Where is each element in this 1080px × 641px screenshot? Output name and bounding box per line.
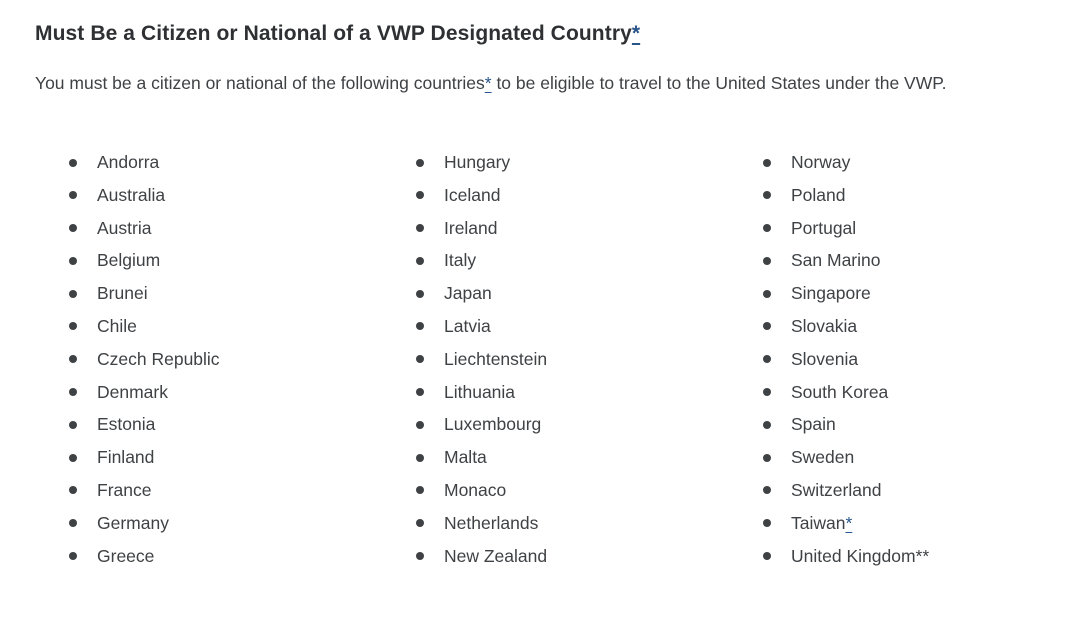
country-name: Norway: [791, 152, 851, 172]
country-name: Malta: [444, 447, 487, 468]
country-name: Andorra: [97, 152, 160, 172]
country-name: Portugal: [791, 217, 857, 238]
intro-paragraph: [35, 67, 1052, 100]
country-name: Brunei: [97, 283, 148, 304]
country-name: Germany: [97, 512, 169, 533]
country-list-item: [444, 277, 729, 310]
country-list-item: [444, 179, 729, 212]
country-list-item: [97, 310, 382, 343]
country-name: Finland: [97, 447, 155, 468]
country-list-item: [97, 474, 382, 507]
country-name: Austria: [97, 217, 152, 238]
country-column-3: [729, 146, 1076, 572]
country-name: Denmark: [97, 381, 168, 402]
country-name: Netherlands: [444, 512, 539, 533]
country-list-item: [791, 310, 1076, 343]
country-list-1: [35, 146, 382, 572]
country-list-item: [97, 179, 382, 212]
country-name: Australia: [97, 184, 166, 205]
country-list-item: [444, 244, 729, 277]
country-list-item: [791, 277, 1076, 310]
country-name: South Korea: [791, 381, 889, 402]
country-name: Slovenia: [791, 348, 859, 369]
intro-text-before: You must be a citizen or national of the following countries: [35, 73, 485, 93]
country-list-item: [97, 408, 382, 441]
country-note-link[interactable]: *: [845, 512, 853, 533]
heading-asterisk-link[interactable]: *: [631, 22, 641, 45]
country-list-item: [444, 212, 729, 245]
country-list-item: [791, 540, 1076, 573]
country-list-3: [729, 146, 1076, 572]
country-name: Japan: [444, 283, 492, 304]
country-name: France: [97, 479, 152, 500]
country-name: Poland: [791, 184, 846, 205]
country-name: San Marino: [791, 250, 881, 271]
country-list-item: [791, 441, 1076, 474]
country-name: Belgium: [97, 250, 161, 271]
country-name: New Zealand: [444, 545, 548, 566]
country-list-item: [97, 244, 382, 277]
country-list-item: [444, 376, 729, 409]
country-list-item: [97, 540, 382, 573]
country-list-item: [97, 146, 382, 179]
country-column-1: [35, 146, 382, 572]
country-name: Chile: [97, 315, 137, 336]
country-name: Ireland: [444, 217, 498, 238]
country-list-item: [444, 343, 729, 376]
country-list-item: [97, 343, 382, 376]
country-list-item: [97, 376, 382, 409]
country-list-item: [444, 474, 729, 507]
country-name: Italy: [444, 250, 477, 271]
country-list-item: [791, 244, 1076, 277]
country-list-2: [382, 146, 729, 572]
country-list-item: [791, 146, 1076, 179]
intro-text-after: to be eligible to travel to the United States under the VWP.: [491, 73, 947, 93]
country-list-item: [791, 212, 1076, 245]
country-name: Sweden: [791, 447, 855, 468]
country-name: Hungary: [444, 152, 511, 172]
country-list-item: [444, 507, 729, 540]
country-list-item: [791, 474, 1076, 507]
country-list-item: [444, 441, 729, 474]
country-name: Liechtenstein: [444, 348, 548, 369]
country-name: Taiwan: [791, 512, 846, 533]
country-list-item: [791, 408, 1076, 441]
countries-asterisk-link[interactable]: *: [484, 73, 492, 93]
country-list-item: [97, 277, 382, 310]
country-columns: [35, 146, 1052, 572]
country-list-item: [791, 179, 1076, 212]
country-name: Lithuania: [444, 381, 516, 402]
country-name: Czech Republic: [97, 348, 220, 369]
country-name: Greece: [97, 545, 155, 566]
country-list-item: [97, 212, 382, 245]
country-list-item: [444, 146, 729, 179]
country-list-item: [791, 507, 1076, 540]
country-name: Luxembourg: [444, 414, 542, 435]
country-name: Iceland: [444, 184, 501, 205]
country-list-item: [444, 408, 729, 441]
country-name: Slovakia: [791, 315, 858, 336]
country-name: Spain: [791, 414, 836, 435]
country-list-item: [444, 540, 729, 573]
country-note: **: [915, 545, 930, 566]
country-name: United Kingdom: [791, 545, 916, 566]
country-list-item: [444, 310, 729, 343]
page-title-text: Must Be a Citizen or National of a VWP Designated Country: [35, 22, 632, 45]
country-name: Switzerland: [791, 479, 882, 500]
country-name: Estonia: [97, 414, 156, 435]
page-title: [35, 20, 1052, 48]
country-list-item: [791, 376, 1076, 409]
country-column-2: [382, 146, 729, 572]
country-name: Latvia: [444, 315, 491, 336]
country-name: Monaco: [444, 479, 507, 500]
country-list-item: [97, 441, 382, 474]
country-name: Singapore: [791, 283, 871, 304]
country-list-item: [791, 343, 1076, 376]
country-list-item: [97, 507, 382, 540]
